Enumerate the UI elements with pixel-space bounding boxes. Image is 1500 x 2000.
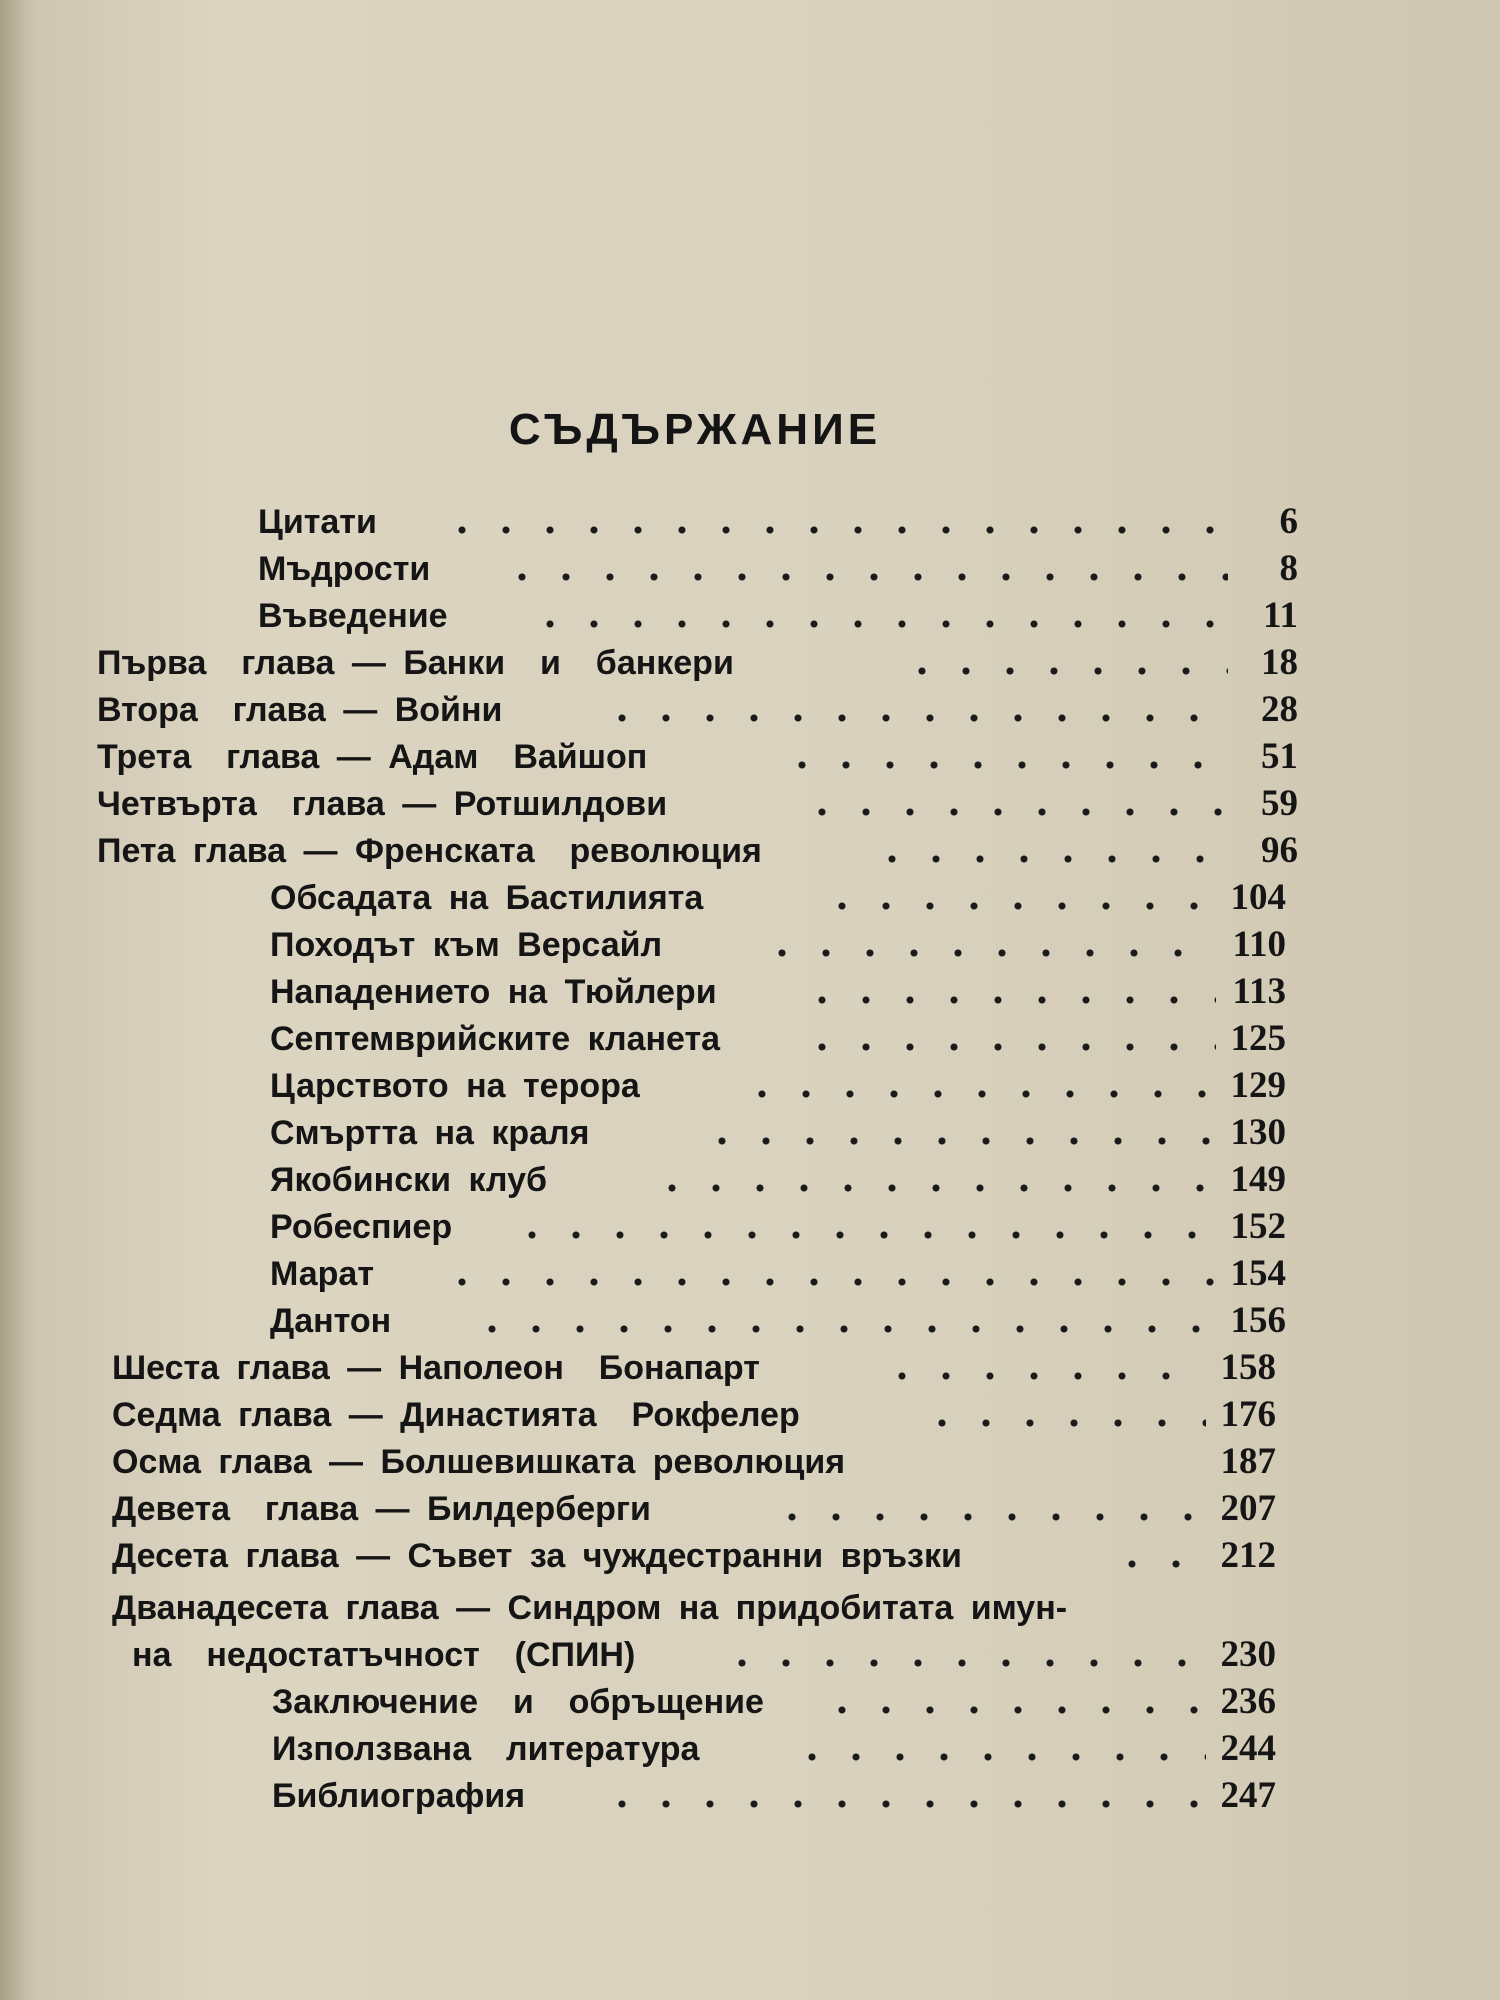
toc-entry (0, 1252, 1500, 1296)
toc-entry (0, 641, 1500, 685)
toc-entry-page-number: 230 (1220, 1634, 1276, 1675)
toc-leader-dots (650, 1158, 1216, 1202)
toc-entry (0, 1586, 1500, 1630)
toc-entry-label: Трета глава — Адам Вайшоп (97, 738, 648, 776)
toc-entry-label: Десета глава — Съвет за чуждестранни връзки (112, 1537, 962, 1575)
toc-entry-page-number: 152 (1230, 1206, 1286, 1247)
toc-leader-dots (440, 500, 1228, 544)
toc-entry-page-number: 207 (1220, 1488, 1276, 1529)
toc-entry-label: Заключение и обръщение (272, 1683, 764, 1721)
toc-entry (0, 970, 1500, 1014)
toc-entry-page-number: 244 (1220, 1728, 1276, 1769)
toc-entry-label: Четвърта глава — Ротшилдови (97, 785, 668, 823)
toc-entry-label: Първа глава — Банки и банкери (97, 644, 734, 682)
toc-entry-label: Пета глава — Френската революция (97, 832, 762, 870)
toc-entry-label: Библиография (272, 1777, 526, 1815)
toc-entry-page-number: 149 (1230, 1159, 1286, 1200)
toc-entry-label: Дванадесета глава — Синдром на придобитата имун- (112, 1589, 1068, 1627)
toc-entry-label: Обсадата на Бастилията (270, 879, 704, 917)
toc-entry (0, 1111, 1500, 1155)
toc-entry-page-number: 11 (1263, 595, 1298, 636)
toc-entry-page-number: 18 (1261, 642, 1298, 683)
toc-entry (0, 500, 1500, 544)
toc-leader-dots (770, 1487, 1206, 1531)
toc-entry (0, 782, 1500, 826)
toc-entry-page-number: 8 (1279, 548, 1298, 589)
toc-entry-label: Седма глава — Династията Рокфелер (112, 1396, 800, 1434)
toc-leader-dots (800, 1017, 1216, 1061)
toc-entry (0, 1205, 1500, 1249)
toc-entry-label: Шеста глава — Наполеон Бонапарт (112, 1349, 760, 1387)
toc-leader-dots (720, 1633, 1206, 1677)
toc-leader-dots (510, 1205, 1216, 1249)
toc-leader-dots (600, 1774, 1206, 1818)
toc-leader-dots (440, 1252, 1216, 1296)
toc-entry (0, 1774, 1500, 1818)
toc-entry-page-number: 104 (1230, 877, 1286, 918)
toc-entry-page-number: 28 (1261, 689, 1298, 730)
toc-entry (0, 1158, 1500, 1202)
toc-entry-label: Въведение (258, 597, 448, 635)
toc-entry-page-number: 187 (1220, 1441, 1276, 1482)
toc-entry (0, 1299, 1500, 1343)
toc-entry (0, 688, 1500, 732)
toc-entry (0, 1440, 1500, 1484)
toc-entry (0, 1680, 1500, 1724)
toc-entry (0, 735, 1500, 779)
toc-entry-page-number: 113 (1232, 971, 1286, 1012)
toc-entry-label: Походът към Версайл (270, 926, 663, 964)
toc-entry-page-number: 156 (1230, 1300, 1286, 1341)
toc-leader-dots (900, 641, 1228, 685)
toc-entry (0, 547, 1500, 591)
toc-entry (0, 829, 1500, 873)
toc-leader-dots (820, 1680, 1206, 1724)
toc-leader-dots (528, 594, 1228, 638)
toc-leader-dots (920, 1393, 1206, 1437)
toc-entry (0, 1633, 1500, 1677)
toc-entry-page-number: 236 (1220, 1681, 1276, 1722)
toc-entry-label: Цитати (258, 503, 377, 541)
toc-leader-dots (790, 1727, 1206, 1771)
toc-entry (0, 1393, 1500, 1437)
toc-entry (0, 1534, 1500, 1578)
toc-entry-label: Нападението на Тюйлери (270, 973, 717, 1011)
toc-entry-page-number: 154 (1230, 1253, 1286, 1294)
toc-entry-page-number: 158 (1220, 1347, 1276, 1388)
toc-entry (0, 923, 1500, 967)
toc-entry (0, 1346, 1500, 1390)
toc-entry-label: Якобински клуб (270, 1161, 547, 1199)
toc-entry-label: на недостатъчност (СПИН) (132, 1636, 636, 1674)
page-title: СЪДЪРЖАНИЕ (508, 405, 882, 454)
toc-entry-page-number: 6 (1279, 501, 1298, 542)
toc-entry (0, 1064, 1500, 1108)
toc-entry (0, 1487, 1500, 1531)
toc-entry (0, 594, 1500, 638)
toc-entry-label: Смъртта на краля (270, 1114, 590, 1152)
toc-leader-dots (760, 923, 1216, 967)
toc-entry (0, 1017, 1500, 1061)
toc-leader-dots (600, 688, 1228, 732)
toc-leader-dots (740, 1064, 1216, 1108)
toc-entry-page-number: 96 (1261, 830, 1298, 871)
toc-leader-dots (780, 735, 1228, 779)
toc-entry-page-number: 110 (1232, 924, 1286, 965)
toc-entry-label: Марат (270, 1255, 374, 1293)
toc-entry-label: Царството на терора (270, 1067, 640, 1105)
toc-leader-dots (800, 970, 1216, 1014)
toc-leader-dots (870, 829, 1228, 873)
toc-leader-dots (470, 1299, 1216, 1343)
toc-entry-label: Септемврийските кланета (270, 1020, 721, 1058)
toc-entry-label: Дантон (270, 1302, 392, 1340)
toc-entry-page-number: 212 (1220, 1535, 1276, 1576)
toc-entry-label: Робеспиер (270, 1208, 453, 1246)
toc-entry-label: Девета глава — Билдерберги (112, 1490, 651, 1528)
toc-entry-label: Осма глава — Болшевишката революция (112, 1443, 846, 1481)
toc-entry-page-number: 125 (1230, 1018, 1286, 1059)
toc-entry-page-number: 129 (1230, 1065, 1286, 1106)
toc-leader-dots (700, 1111, 1216, 1155)
toc-entry-page-number: 51 (1261, 736, 1298, 777)
toc-entry-label: Използвана литература (272, 1730, 700, 1768)
toc-entry-page-number: 176 (1220, 1394, 1276, 1435)
toc-entry-page-number: 247 (1220, 1775, 1276, 1816)
toc-leader-dots (820, 876, 1216, 920)
toc-entry-label: Втора глава — Войни (97, 691, 503, 729)
toc-entry (0, 876, 1500, 920)
toc-entry-label: Мъдрости (258, 550, 431, 588)
toc-entry-page-number: 59 (1261, 783, 1298, 824)
toc-leader-dots (880, 1346, 1206, 1390)
toc-leader-dots (800, 782, 1228, 826)
toc-entry (0, 1727, 1500, 1771)
toc-leader-dots (500, 547, 1228, 591)
toc-entry-page-number: 130 (1230, 1112, 1286, 1153)
